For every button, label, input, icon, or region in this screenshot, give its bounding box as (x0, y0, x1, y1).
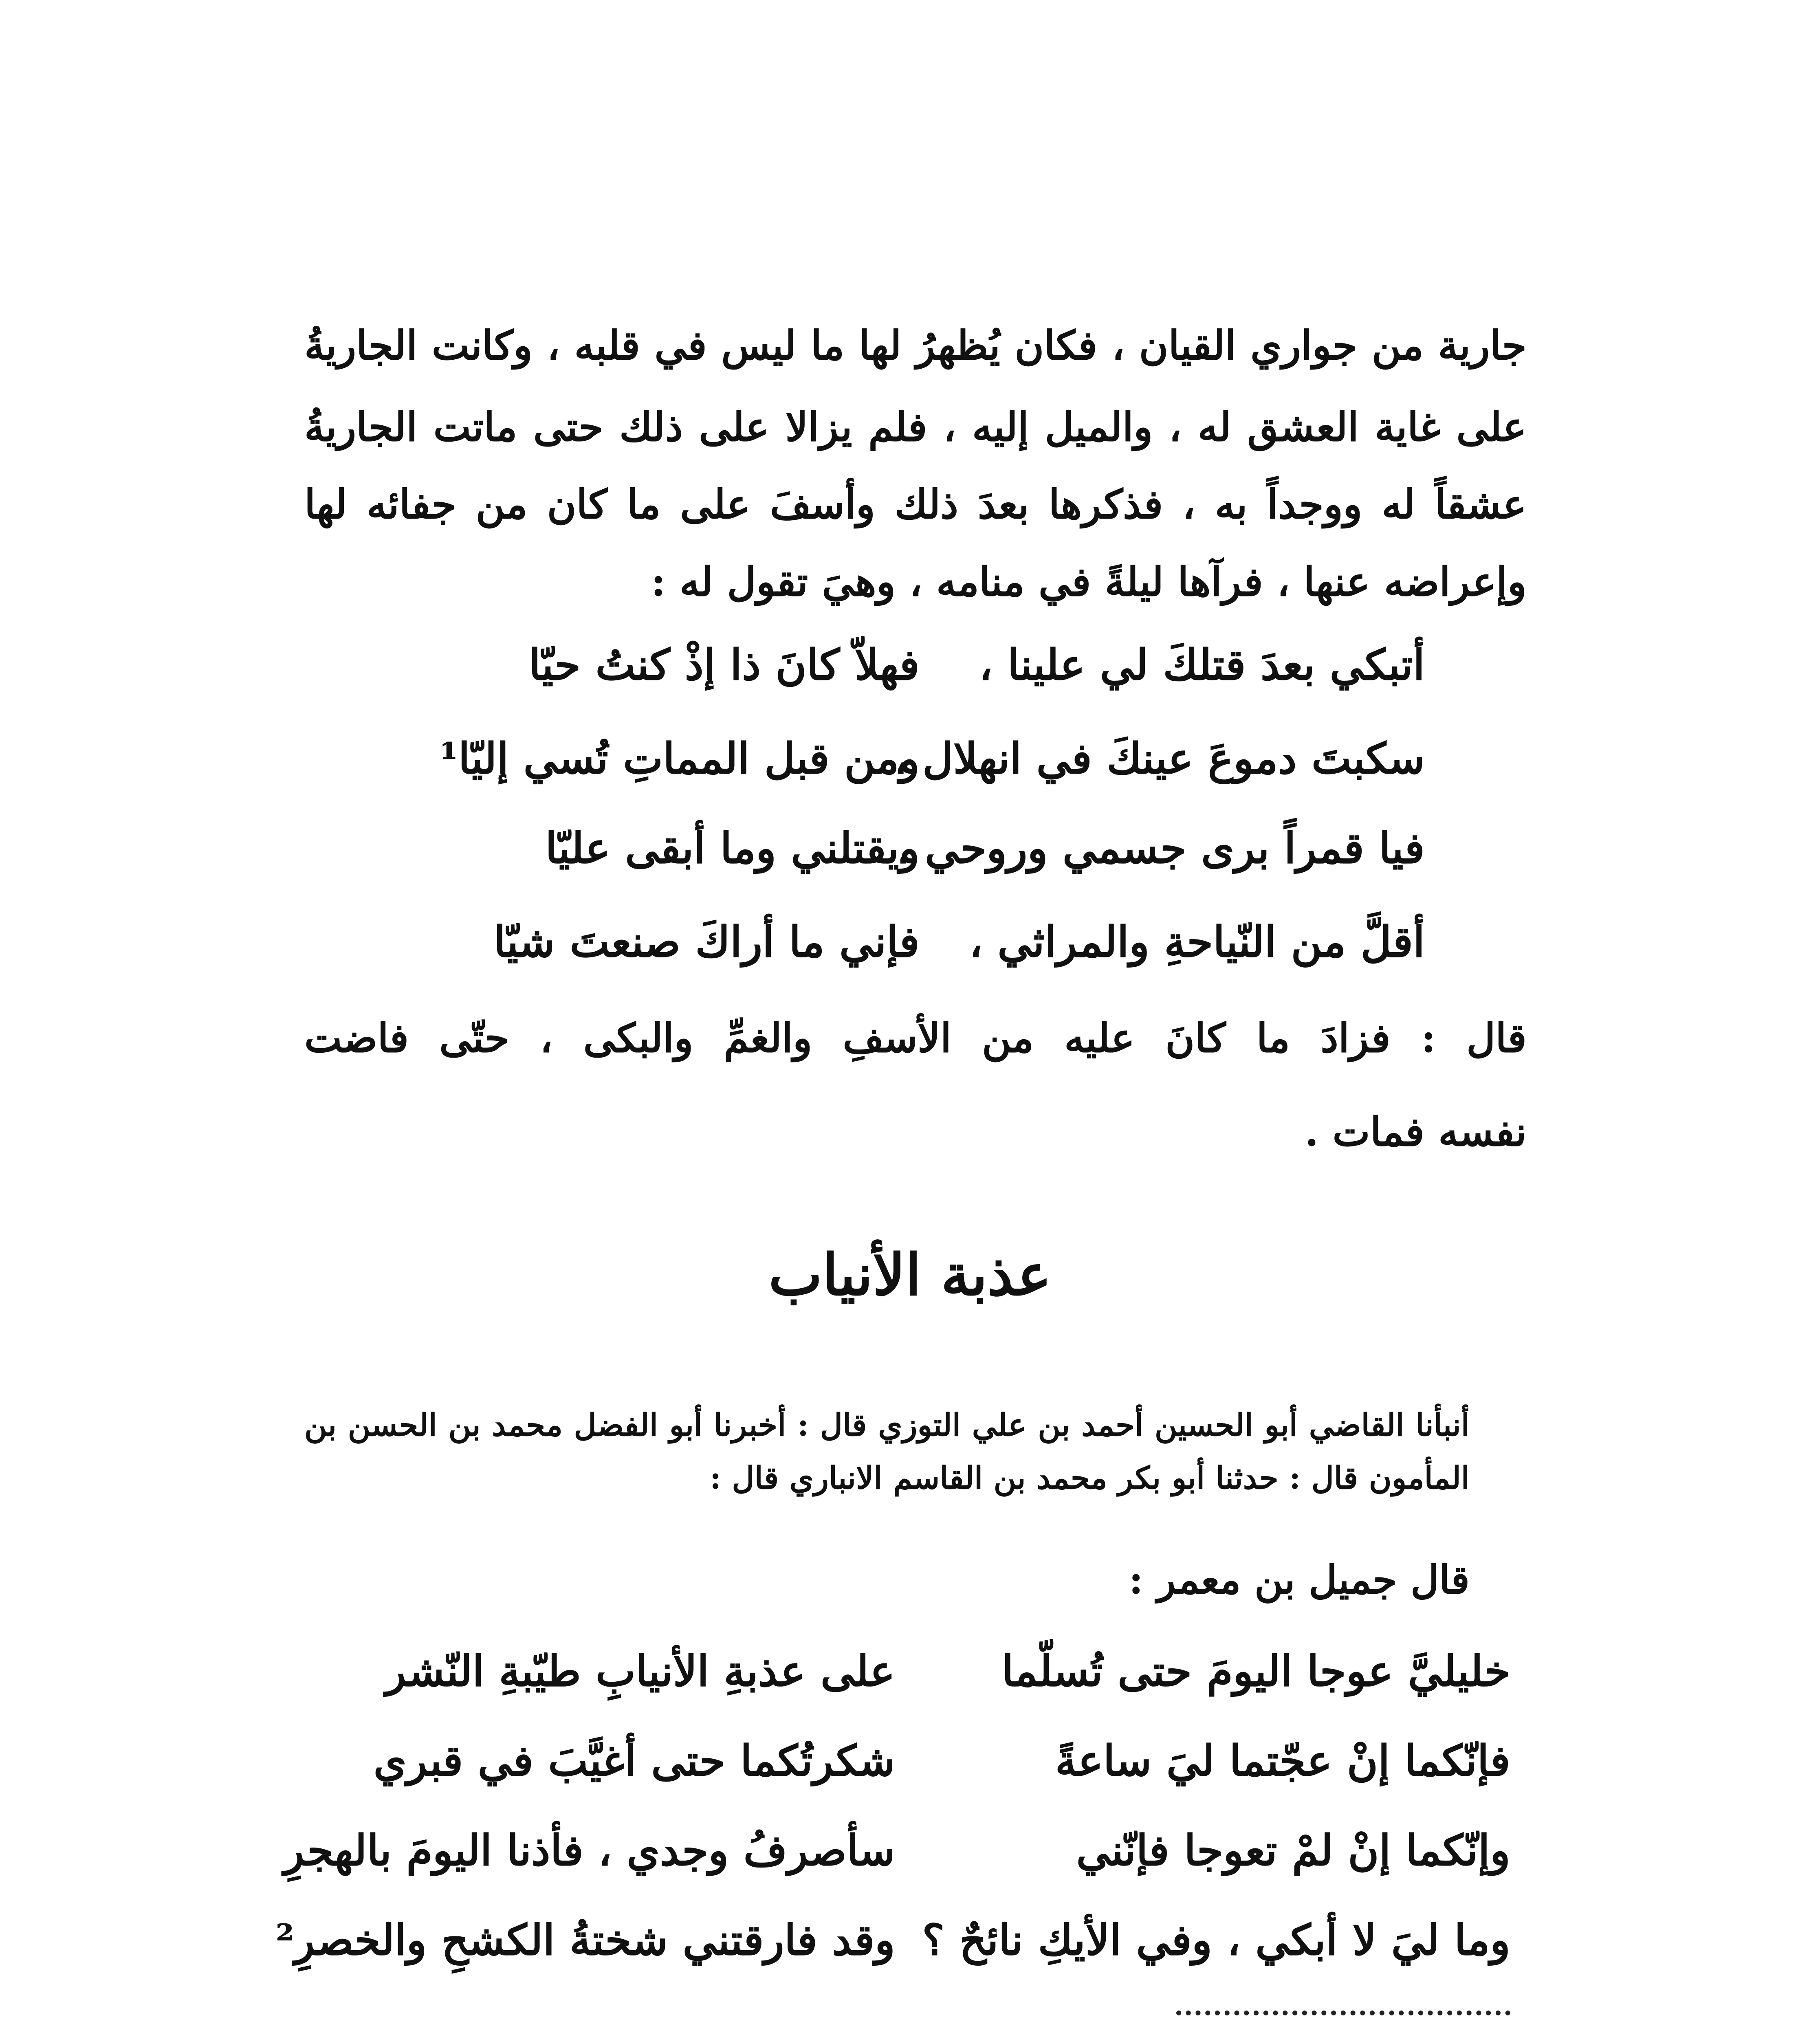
verse-3-first-hemistich: فيا قمراً برى جسمي وروحي ، (896, 823, 1425, 873)
poem2-verse-4-first: وما ليَ لا أبكي ، وفي الأيكِ نائحٌ ؟ (922, 1915, 1510, 1965)
poem2-verse-3-second: سأصرفُ وجدي ، فأذنا اليومَ بالهجرِ (284, 1825, 895, 1875)
verse-1-first-hemistich: أتبكي بعدَ قتلكَ لي علينا ، (979, 640, 1425, 690)
verse-1-second-hemistich: فهلاّ كانَ ذا إذْ كنتُ حيّا (528, 640, 920, 690)
section-title: عذبة الأنياب (768, 1242, 1052, 1309)
verse-2-second-hemistich: ومن قبل المماتِ تُسي إليّا¹ (440, 733, 920, 783)
prose-line-2: على غاية العشق له ، والميل إليه ، فلم يزالا على ذلك حتى ماتت الجاريةُ (304, 404, 1527, 451)
poem2-verse-2-first: فإنّكما إنْ عجّتما ليَ ساعةً (1055, 1736, 1510, 1786)
poem2-verse-2-second: شكرتُكما حتى أغيَّبَ في قبري (373, 1736, 895, 1786)
prose-line-4: وإعراضه عنها ، فرآها ليلةً في منامه ، وهيَ تقول له : (651, 559, 1527, 605)
prose-line-3: عشقاً له ووجداً به ، فذكرها بعدَ ذلك وأسفَ على ما كان من جفائه لها (304, 481, 1527, 528)
footnote-separator (1176, 2011, 1510, 2015)
poem2-verse-1-first: خليليَّ عوجا اليومَ حتى تُسلّما (1001, 1646, 1510, 1696)
verse-4-first-hemistich: أقلَّ من النّياحةِ والمراثي ، (969, 917, 1425, 967)
poem2-verse-3-first: وإنّكما إنْ لمْ تعوجا فإنّني (1076, 1825, 1510, 1875)
speaker-line: قال جميل بن معمر : (1129, 1557, 1470, 1603)
prose-closing-line-1: قال : فزادَ ما كانَ عليه من الأسفِ والغمِّ والبكى ، حتّى فاضت (304, 1015, 1527, 1062)
prose-line-1: جارية من جواري القيان ، فكان يُظهرُ لها ما ليس في قلبه ، وكانت الجاريةُ (304, 322, 1527, 369)
verse-2-first-hemistich: سكبتَ دموعَ عينكَ في انهلال ، (894, 733, 1425, 783)
verse-4-second-hemistich: فإني ما أراكَ صنعتَ شيّا (493, 917, 920, 967)
poem2-verse-4-second: وقد فارقتني شختةُ الكشحِ والخصرِ² (275, 1915, 895, 1965)
poem2-verse-1-second: على عذبةِ الأنيابِ طيّبةِ النّشر (385, 1646, 895, 1696)
isnad-line-1: أنبأنا القاضي أبو الحسين أحمد بن علي التوزي قال : أخبرنا أبو الفضل محمد بن الحسن بن (304, 1407, 1470, 1443)
isnad-line-2: المأمون قال : حدثنا أبو بكر محمد بن القاسم الانباري قال : (709, 1460, 1470, 1496)
prose-closing-line-2: نفسه فمات . (1305, 1109, 1527, 1155)
verse-3-second-hemistich: ويقتلني وما أبقى عليّا (545, 823, 920, 873)
